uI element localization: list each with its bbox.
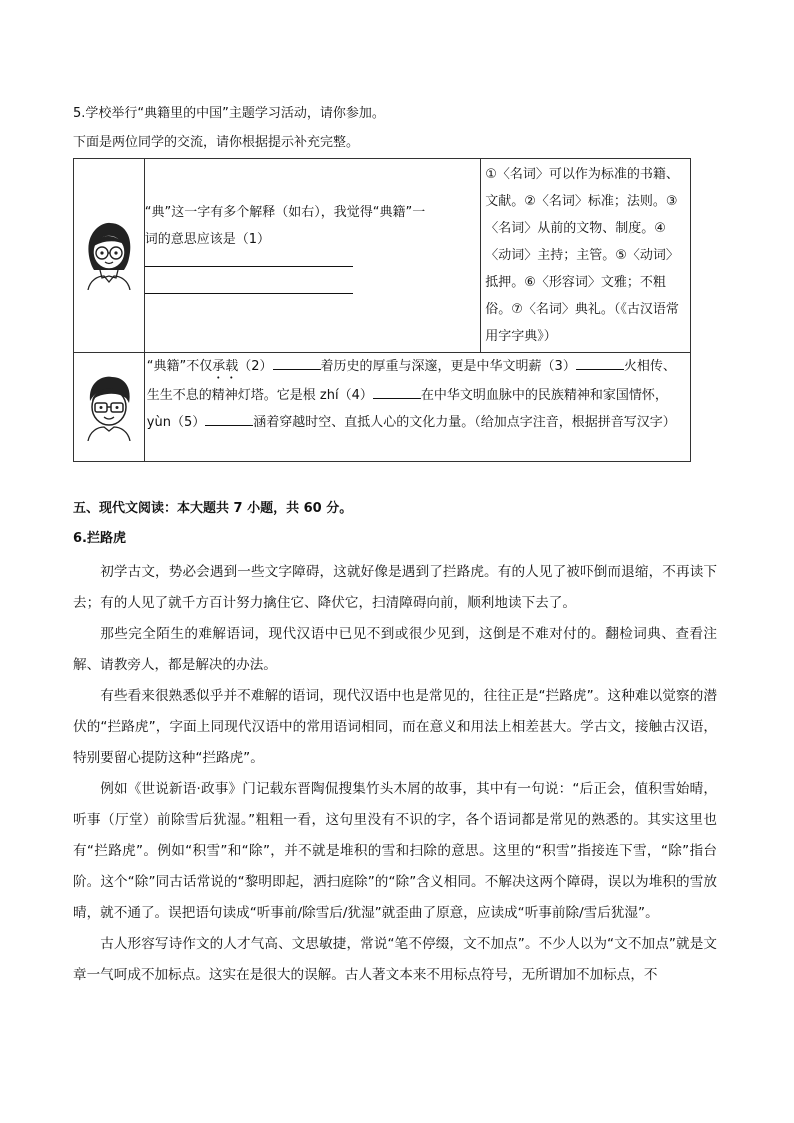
girl-text-line-1: “典”这一字有多个解释（如右），我觉得“典籍”一 [144,205,426,220]
boy-text-part-5: 涵着穿越时空、直抵人心的文化力量。（给加点字注音，根据拼音写汉字） [253,415,676,430]
answer-blank-3[interactable] [576,355,624,370]
question6-title: 6.拦路虎 [73,531,126,546]
section-five-title: 五、现代文阅读：本大题共 7 小题，共 60 分。 [73,501,353,516]
reading-article [73,557,717,991]
boy-text-part-3: 火相传、生生不息的精神灯塔。它是根 zhí（4） [146,359,676,403]
dotted-word-chengzai: 承载 [212,359,239,374]
boy-text-part-2: 着历史的厚重与深邃，更是中华文明薪（3） [320,359,576,374]
question5-instruction: 下面是两位同学的交流，请你根据提示补充完整。 [73,135,360,150]
answer-blank-4[interactable] [373,384,421,399]
dictionary-definitions: ①〈名词〉可以作为标准的书籍、文献。②〈名词〉标准；法则。③〈名词〉从前的文物、制度。④〈动词〉主持；主管。⑤〈动词〉抵押。⑥〈形容词〉文雅；不粗俗。⑦〈名词〉典礼。（《古汉语常用字字典》） [481,159,691,353]
answer-blank-5[interactable] [205,411,253,426]
girl-avatar-icon [80,218,138,290]
boy-text-part-4: 在中华文明血脉中的民族精神和家国情怀，yùn（5） [146,388,668,430]
girl-text-line-2: 词的意思应该是（1） [144,232,271,247]
article-paragraph-4: 例如《世说新语·政事》门记载东晋陶侃搜集竹头木屑的故事，其中有一句说：“后正会，值积雪始晴，听事（厅堂）前除雪后犹湿。”粗粗一看，这句里没有不识的字，各个语词都是常见的熟悉的。其实这里也有“拦路虎”。例如“积雪”和“除”，并不就是堆积的雪和扫除的意思。这里的“积雪”指接连下雪，“除”指台阶。这个“除”同古话常说的“黎明即起，洒扫庭除”的“除”含义相同。不解决这两个障碍，误以为堆积的雪放晴，就不通了。误把语句读成“听事前/除雪后/犹湿”就歪曲了原意，应读成“听事前除/雪后犹湿”。 [73,781,717,921]
article-paragraph-2: 那些完全陌生的难解语词，现代汉语中已见不到或很少见到，这倒是不难对付的。翻检词典、查看注解、请教旁人，都是解决的办法。 [73,626,717,673]
dialogue-table [73,158,691,462]
boy-text-part-1: “典籍”不仅承载（2） [146,359,273,374]
avatar-cell-boy [74,353,145,462]
avatar-cell-girl [74,159,145,353]
article-paragraph-1: 初学古文，势必会遇到一些文字障碍，这就好像是遇到了拦路虎。有的人见了被吓倒而退缩，不再读下去；有的人见了就千方百计努力擒住它、降伏它，扫清障碍向前，顺利地读下去了。 [73,564,717,611]
question5-prompt: 5.学校举行“典籍里的中国”主题学习活动，请你参加。 [73,106,385,121]
answer-blank-1b[interactable] [145,292,353,294]
article-paragraph-3: 有些看来很熟悉似乎并不难解的语词，现代汉语中也是常见的，往往正是“拦路虎”。这种难以觉察的潜伏的“拦路虎”，字面上同现代汉语中的常用语词相同，而在意义和用法上相差甚大。学古文，接触古汉语，特别要留心提防这种“拦路虎”。 [73,688,717,766]
student-girl-text [144,159,481,353]
article-paragraph-5: 古人形容写诗作文的人才气高、文思敏捷，常说“笔不停缀，文不加点”。不少人以为“文不加点”就是文章一气呵成不加标点。这实在是很大的误解。古人著文本来不用标点符号，无所谓加不加标点，不 [73,936,717,983]
answer-blank-2[interactable] [273,355,321,370]
student-boy-text [144,353,690,462]
boy-avatar-icon [80,369,138,441]
